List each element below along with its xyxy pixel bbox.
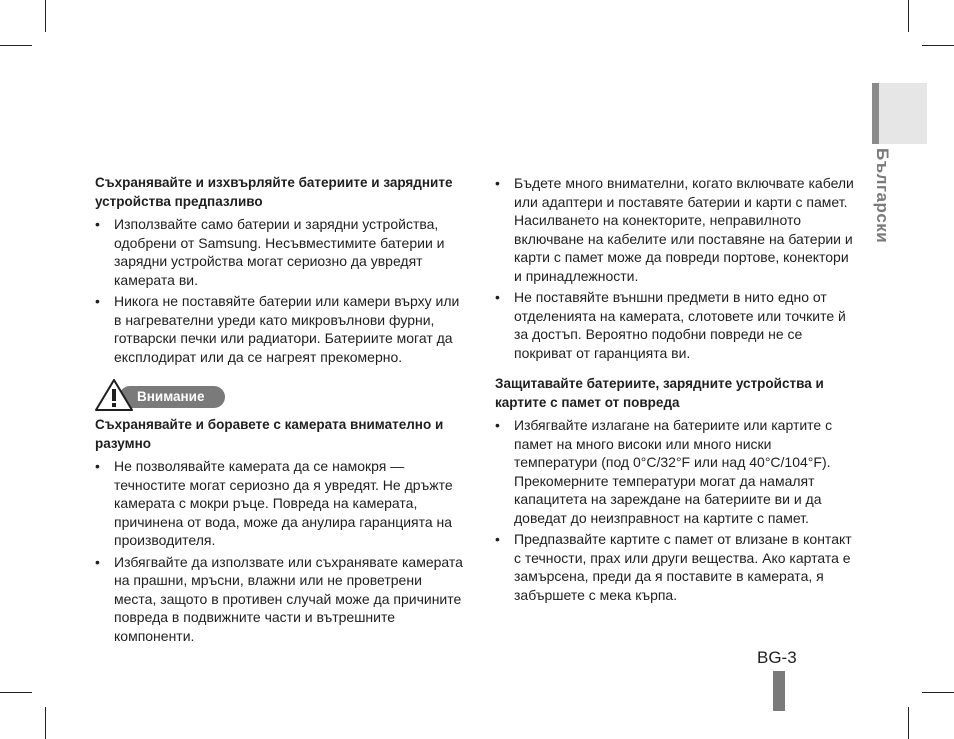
bullet: • xyxy=(495,531,500,547)
list-item-text: Не поставяйте външни предмети в нито едно от отделенията на камерата, слотовете или точките й за достъп. Вероятно подобни повреди не се покриват от гаранцията ви. xyxy=(514,289,846,361)
bullet: • xyxy=(95,458,100,474)
crop-mark xyxy=(45,0,46,32)
bullet: • xyxy=(95,216,100,232)
list-item-text: Не позволявайте камерата да се намокря — течностите могат сериозно да я увредят. Не дръжте камерата с мокри ръце. Повреда на камерата, причинена от вода, може да анулира гаранцията на производителя. xyxy=(114,458,453,548)
list-item xyxy=(495,174,857,285)
crop-mark xyxy=(908,707,909,739)
warning-banner xyxy=(95,378,465,412)
section-heading: Съхранявайте и боравете с камерата внимателно и разумно xyxy=(95,417,444,451)
page-number: BG-3 xyxy=(757,648,797,667)
crop-mark xyxy=(0,692,32,693)
crop-mark xyxy=(922,45,954,46)
right-column xyxy=(495,174,857,607)
list-item-text: Използвайте само батерии и зарядни устройства, одобрени от Samsung. Несъвместимите батерии и зарядни устройства могат сериозно да увредят камерата ви. xyxy=(114,216,445,288)
left-column xyxy=(95,174,465,648)
bullet-list xyxy=(495,416,857,604)
warning-label: Внимание xyxy=(137,389,205,404)
list-item xyxy=(95,292,465,366)
crop-mark xyxy=(922,692,954,693)
list-item-text: Бъдете много внимателни, когато включвате кабели или адаптери и поставяте батерии и карти с памет. Насилването на конекторите, неправилното включване на кабелите или поставяне на батерии и карти с памет може да повреди портове, конектори и принадлежности. xyxy=(514,175,854,284)
page-number-bar xyxy=(773,671,785,711)
bullet-list xyxy=(95,457,465,645)
list-item xyxy=(95,553,465,646)
bullet-list xyxy=(495,174,857,362)
crop-mark xyxy=(908,0,909,32)
warning-triangle-icon xyxy=(95,378,135,412)
bullet: • xyxy=(95,293,100,309)
list-item xyxy=(95,457,465,550)
language-tab-label: Български xyxy=(873,148,892,244)
language-tab xyxy=(872,83,927,144)
spacer xyxy=(495,365,857,375)
list-item xyxy=(495,530,857,604)
bullet: • xyxy=(95,553,100,570)
list-item xyxy=(495,288,857,362)
bullet: • xyxy=(495,289,500,305)
bullet: • xyxy=(495,175,500,191)
language-tab-bar xyxy=(872,83,879,144)
bullet: • xyxy=(495,417,500,433)
crop-mark xyxy=(0,45,32,46)
bullet-list xyxy=(95,215,465,366)
section-heading: Защитавайте батериите, зарядните устройства и картите с памет от повреда xyxy=(495,376,824,410)
section-heading: Съхранявайте и изхвърляйте батериите и зарядните устройства предпазливо xyxy=(95,175,453,209)
list-item-text: Избягвайте да използвате или съхранявате камерата на прашни, мръсни, влажни или не проветрени места, защото в противен случай може да причините повреда в подвижните части и вътрешните компоненти. xyxy=(114,553,463,644)
crop-mark xyxy=(45,707,46,739)
list-item-text: Избягвайте излагане на батериите или картите с памет на много високи или много ниски температури (под 0°C/32°F или над 40°C/104°F). Прекомерните температури могат да намалят капацитета на зареждане на батериите ви и да доведат до неизправност на картите с памет. xyxy=(514,417,833,526)
list-item xyxy=(495,416,857,527)
list-item xyxy=(95,215,465,289)
list-item-text: Предпазвайте картите с памет от влизане в контакт с течности, прах или други вещества. Ако картата е замърсена, преди да я поставите в камерата, я забършете с мека кърпа. xyxy=(514,531,852,603)
list-item-text: Никога не поставяйте батерии или камери върху или в нагревателни уреди като микровълнови фурни, готварски печки или радиатори. Батериите могат да експлодират или да се нагреят прекомерно. xyxy=(114,293,460,365)
